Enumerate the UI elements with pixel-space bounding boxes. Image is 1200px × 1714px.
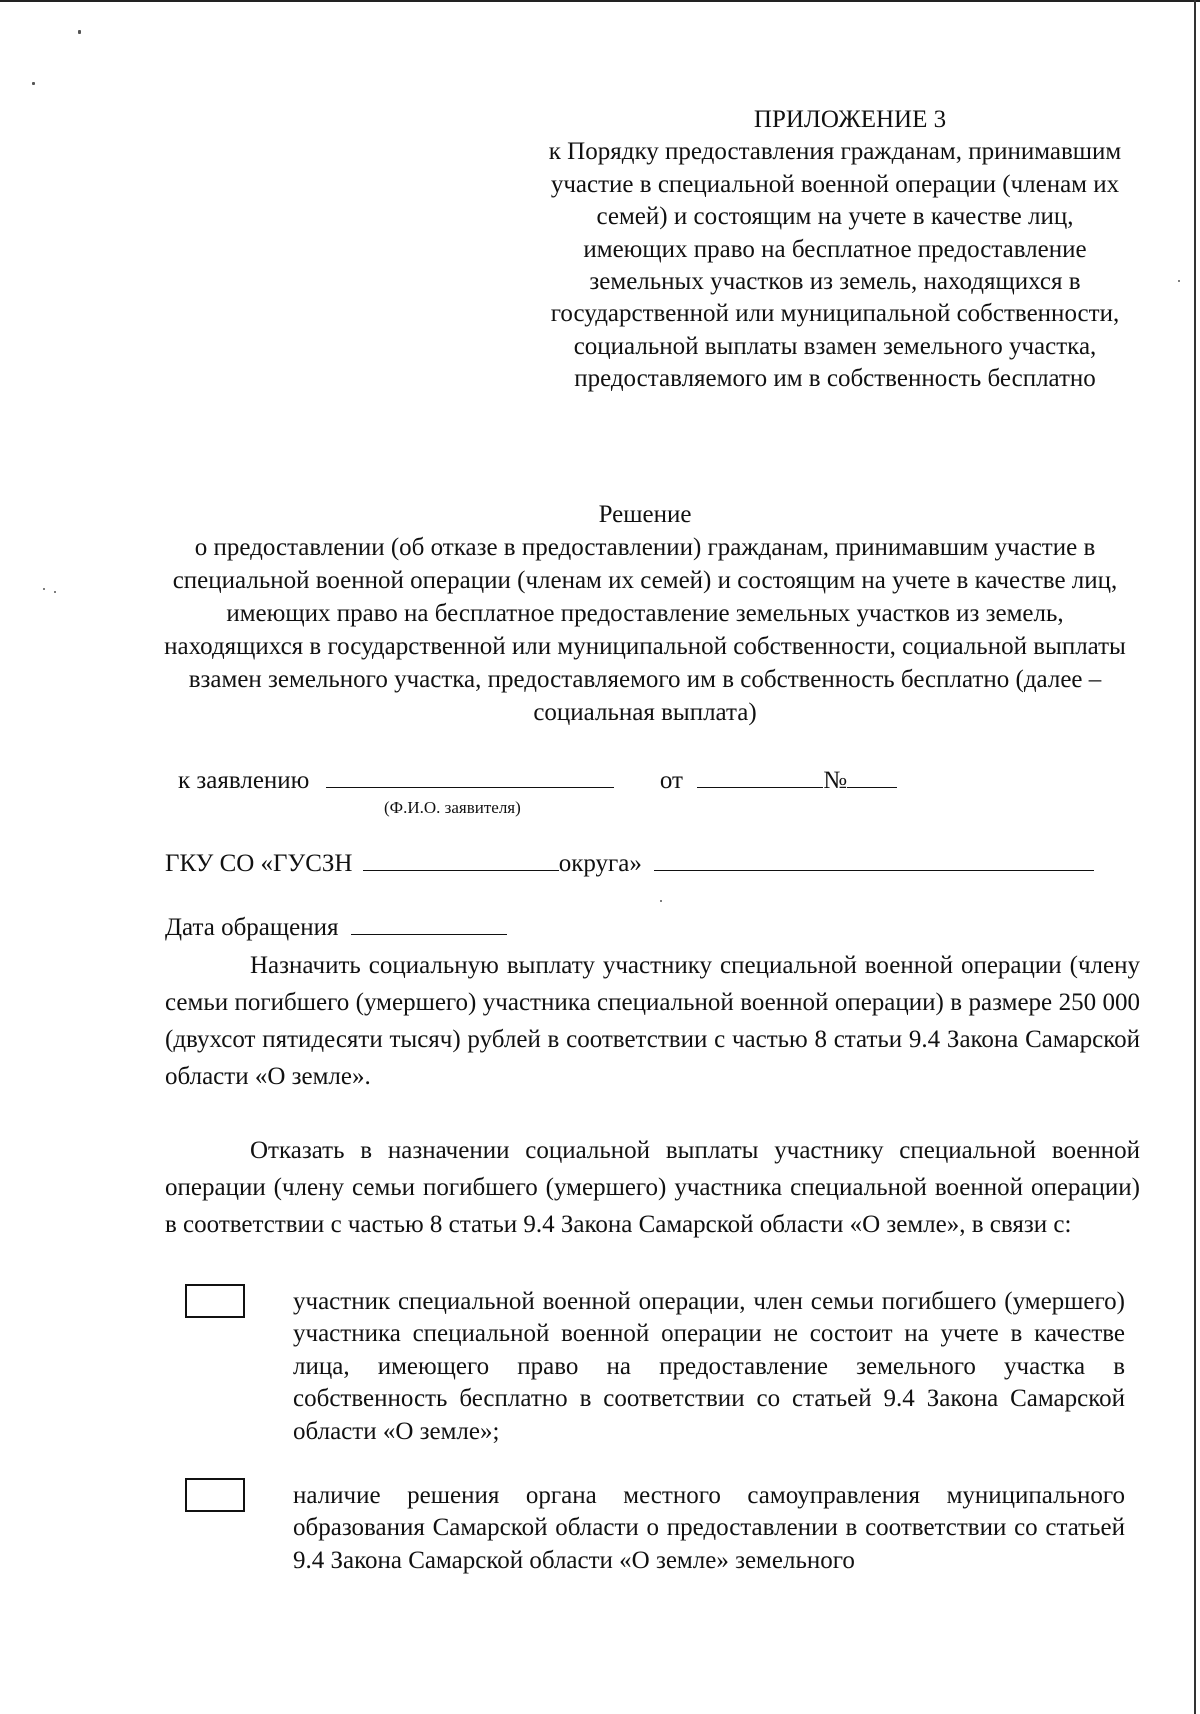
- statement-number-field[interactable]: [847, 763, 897, 788]
- request-date-field[interactable]: [351, 910, 507, 935]
- statement-row: [178, 763, 897, 795]
- agency-name-field[interactable]: [363, 846, 559, 871]
- agency-row: [165, 846, 1094, 878]
- applicant-name-field[interactable]: [326, 763, 614, 788]
- statement-label: к заявлению: [178, 767, 310, 794]
- number-label: №: [823, 767, 848, 794]
- scan-speck: [660, 900, 662, 902]
- appendix-title: ПРИЛОЖЕНИЕ 3: [753, 106, 947, 133]
- reason-2-text: наличие решения органа местного самоуправления муниципального образования Самарской области о предоставлении в соответствии со статьей 9.4 Закона Самарской области «О земле» земельного: [293, 1482, 1125, 1574]
- applicant-hint: (Ф.И.О. заявителя): [384, 798, 521, 817]
- appendix-text: к Порядку предоставления гражданам, принимавшим участие в специальной военной операции (членам их семей) и состоящим на учете в качестве лиц, имеющих право на бесплатное предоставление земельных участков из земель, находящихся в государственной или муниципальной собственности, социальной выплаты взамен земельного участка, предоставляемого им в собственность бесплатно: [548, 138, 1122, 393]
- from-label: от: [659, 767, 683, 794]
- scan-speck: [1178, 280, 1180, 282]
- reason-1-text: участник специальной военной операции, член семьи погибшего (умершего) участника специальной военной операции не состоит на учете в качестве лица, имеющего право на предоставление земельного участка в собственность бесплатно в соответствии со статьей 9.4 Закона Самарской области «О земле»;: [293, 1288, 1125, 1445]
- refuse-paragraph: Отказать в назначении социальной выплаты участнику специальной военной операции (члену семьи погибшего (умершего) участника специальной военной операции) в соответствии с частью 8 статьи 9.4 Закона Самарской области «О земле», в связи с:: [165, 1137, 1140, 1238]
- decision-title: Решение: [598, 501, 692, 528]
- agency-prefix: ГКУ СО «ГУСЗН: [165, 850, 353, 877]
- scan-speck: [32, 82, 35, 85]
- district-field[interactable]: [654, 846, 1094, 871]
- assign-paragraph: Назначить социальную выплату участнику специальной военной операции (члену семьи погибшего (умершего) участника специальной военной операции) в размере 250 000 (двухсот пятидесяти тысяч) рублей в соответствии с частью 8 статьи 9.4 Закона Самарской области «О земле».: [165, 952, 1140, 1090]
- scan-speck: [43, 588, 45, 590]
- reason-1-checkbox[interactable]: [185, 1284, 245, 1318]
- appendix-block: [545, 104, 1125, 396]
- scan-speck: [78, 30, 81, 34]
- decision-subtitle: о предоставлении (об отказе в предоставлении) гражданам, принимавшим участие в специальной военной операции (членам их семей) и состоящим на учете в качестве лиц, имеющих право на бесплатное предоставление земельных участков из земель, находящихся в государственной или муниципальной собственности, социальной выплаты взамен земельного участка, предоставляемого им в собственность бесплатно (далее – социальная выплата): [164, 534, 1126, 726]
- scan-speck: [54, 591, 56, 593]
- scan-top-edge: [0, 0, 1200, 2]
- request-date-label: Дата обращения: [165, 914, 339, 941]
- statement-date-field[interactable]: [697, 763, 823, 788]
- reason-2-checkbox[interactable]: [185, 1478, 245, 1512]
- request-date-row: [165, 910, 507, 942]
- scan-right-edge: [1194, 0, 1196, 1714]
- decision-block: [160, 498, 1130, 729]
- agency-suffix: округа»: [558, 850, 642, 877]
